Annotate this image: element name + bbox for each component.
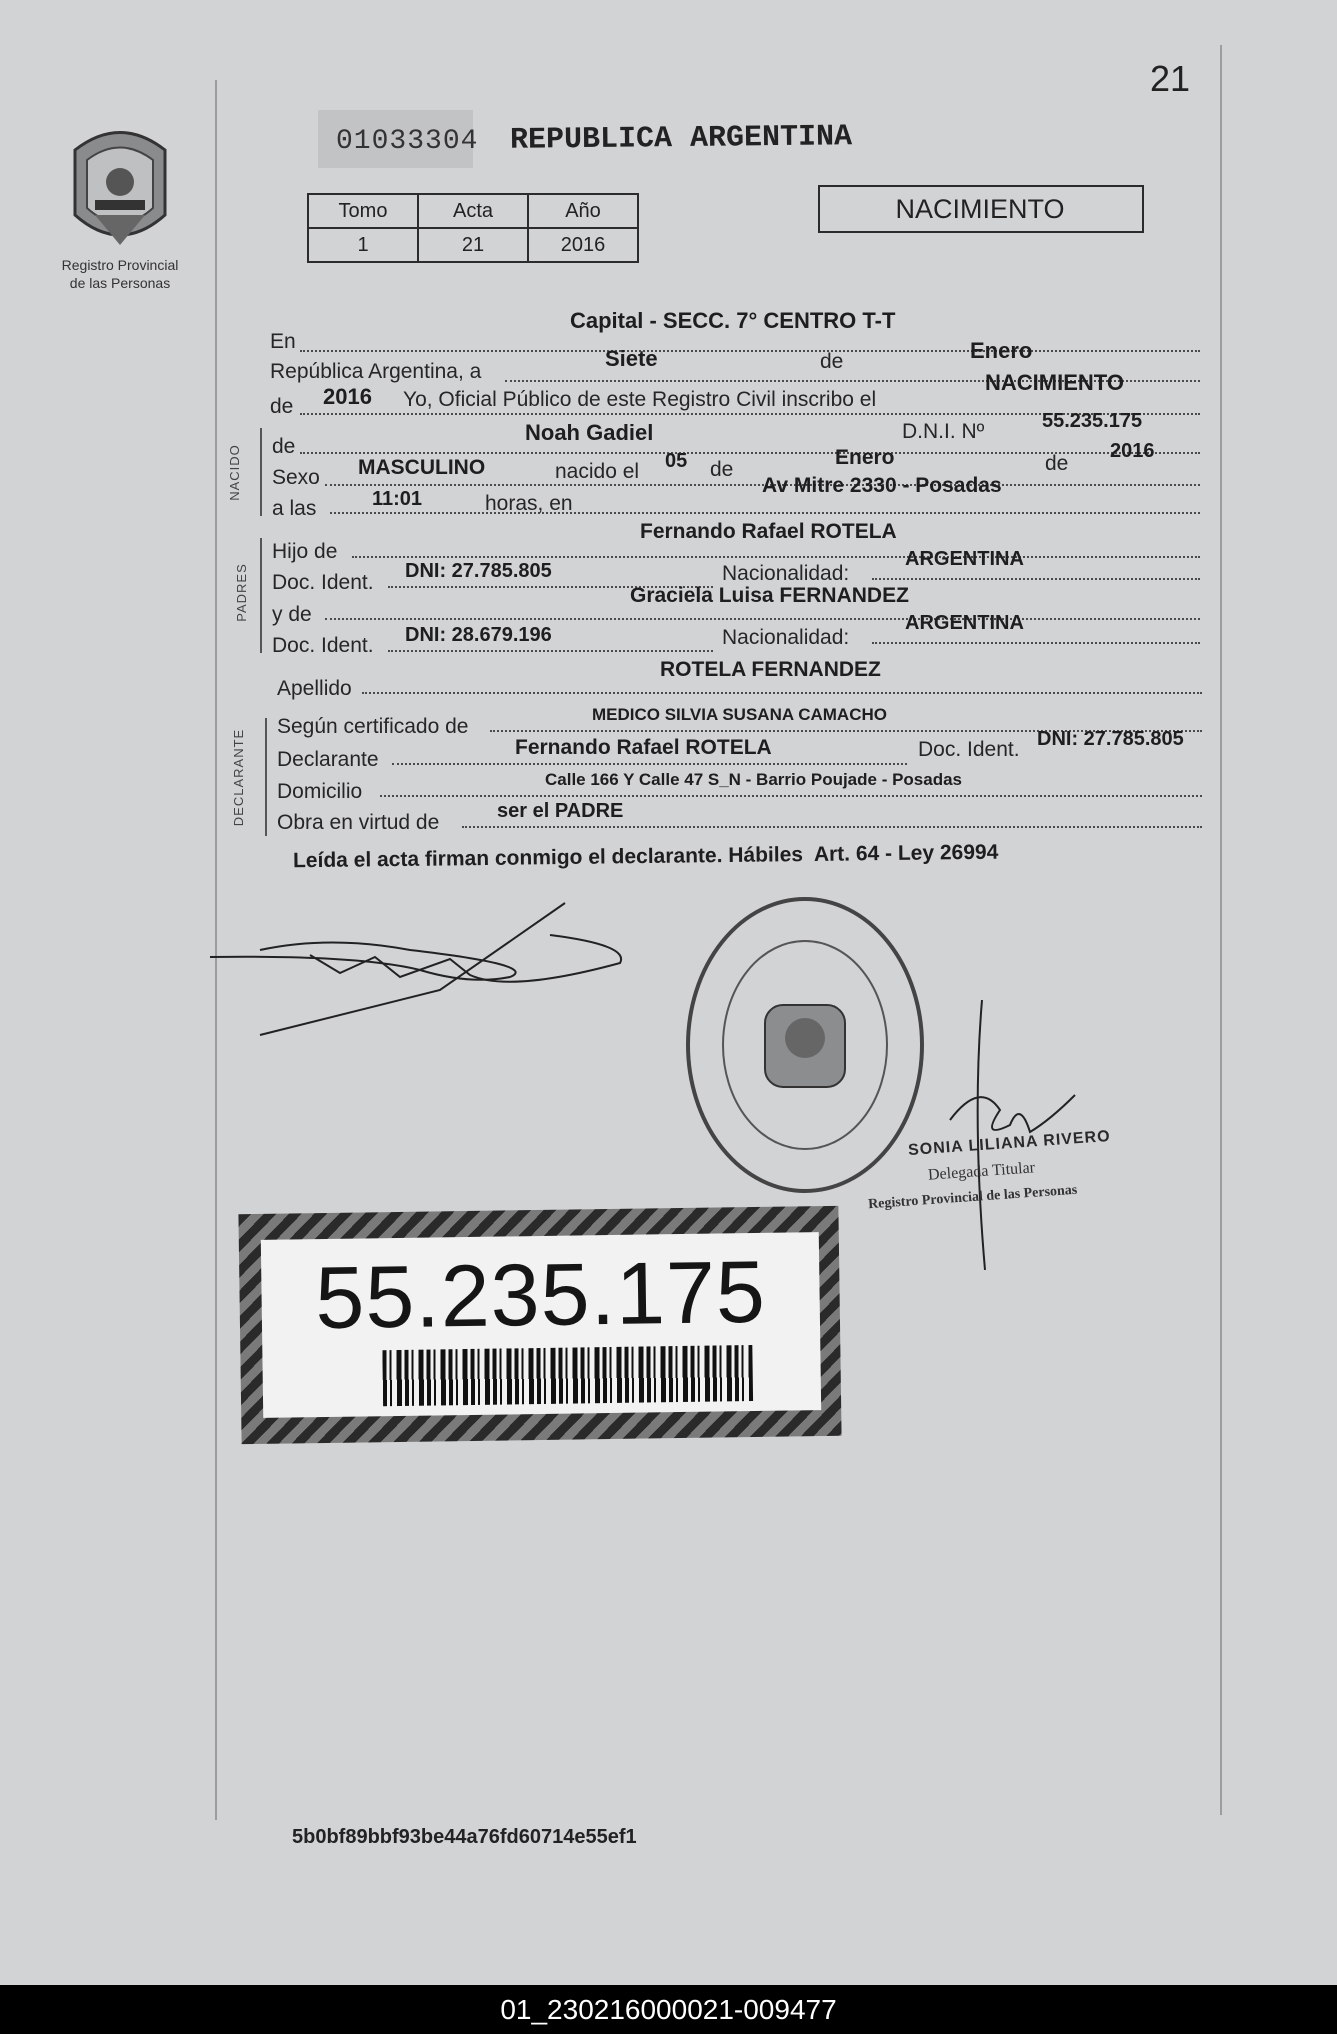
declarante-label: Declarante (277, 748, 379, 771)
certificado-label: Según certificado de (277, 715, 469, 738)
en-label: En (270, 330, 296, 353)
table-header-ano: Año (528, 194, 638, 228)
table-value-tomo: 1 (308, 228, 418, 262)
oficial-text: Yo, Oficial Público de este Registro Civil inscribo el (403, 388, 877, 411)
dotted-line (330, 512, 1200, 514)
dotted-line (872, 578, 1200, 580)
a-las-label: a las (272, 497, 317, 520)
footer-bar (0, 1985, 1337, 2034)
dotted-line (362, 692, 1202, 694)
table-value-ano: 2016 (528, 228, 638, 262)
hijo-de-label: Hijo de (272, 540, 338, 563)
official-name: SONIA LILIANA RIVERO (907, 1127, 1112, 1160)
horas-label: horas, en (485, 492, 573, 515)
registration-place: Capital - SECC. 7° CENTRO T-T (570, 308, 896, 333)
birth-month: Enero (835, 446, 895, 469)
birth-year: 2016 (1110, 440, 1155, 462)
section-label-padres: PADRES (233, 563, 249, 622)
dotted-line (872, 642, 1200, 644)
de-label: de (820, 350, 844, 373)
right-margin-line (1220, 45, 1222, 1815)
dotted-line (300, 350, 1200, 352)
official-seal-icon (683, 893, 928, 1198)
apellido-value: ROTELA FERNANDEZ (660, 658, 881, 681)
id-sticker-label-area (261, 1232, 821, 1418)
republica-label: República Argentina, a (270, 360, 482, 383)
document-hash: 5b0bf89bbf93be44a76fd60714e55ef1 (292, 1826, 637, 1848)
doc-ident-label: Doc. Ident. (918, 738, 1020, 761)
official-seal (683, 893, 928, 1198)
province-coat-of-arms-icon (55, 120, 185, 260)
nacido-de-label: de (272, 435, 296, 458)
apellido-label: Apellido (277, 677, 352, 700)
section-label-nacido: NACIDO (226, 444, 242, 501)
section-bracket (260, 538, 262, 653)
certificado-value: MEDICO SILVIA SUSANA CAMACHO (592, 705, 887, 724)
de-label: de (270, 395, 294, 418)
birth-day: 05 (665, 450, 688, 472)
y-de-label: y de (272, 603, 312, 626)
closing-statement: Leída el acta firman conmigo el declarante. Hábiles Art. 64 - Ley 26994 (292, 840, 999, 873)
inscription-type: NACIMIENTO (985, 370, 1124, 395)
domicilio-value: Calle 166 Y Calle 47 S_N - Barrio Poujade - Posadas (545, 770, 963, 789)
dotted-line (325, 618, 1200, 620)
child-dni: 55.235.175 (1042, 410, 1143, 432)
footer-code: 01_230216000021-009477 (500, 1994, 837, 2025)
birth-time: 11:01 (372, 488, 423, 510)
logo-caption-line-2: de las Personas (69, 275, 171, 291)
table-value-acta: 21 (418, 228, 528, 262)
nacionalidad-label: Nacionalidad: (722, 626, 850, 649)
table-header-tomo: Tomo (308, 194, 418, 228)
doc-ident-label: Doc. Ident. (272, 634, 374, 657)
section-label-declarante: DECLARANTE (231, 728, 247, 827)
de-label: de (1045, 452, 1069, 475)
declarant-signature (210, 895, 630, 1045)
section-bracket (265, 718, 267, 836)
father-name: Fernando Rafael ROTELA (640, 520, 897, 543)
month: Enero (970, 338, 1033, 363)
country-title: REPUBLICA ARGENTINA (509, 120, 853, 158)
logo-caption-line-1: Registro Provincial (61, 257, 179, 273)
table-header-acta: Acta (418, 194, 528, 228)
domicilio-label: Domicilio (277, 780, 363, 803)
nacido-el-label: nacido el (555, 460, 640, 483)
declarante-doc: DNI: 27.785.805 (1037, 728, 1184, 750)
year: 2016 (323, 384, 372, 409)
day-word: Siete (605, 346, 658, 371)
dotted-line (392, 763, 907, 765)
father-nationality: ARGENTINA (905, 548, 1024, 570)
barcode-icon (382, 1345, 753, 1406)
section-bracket (260, 428, 262, 516)
reference-table (307, 193, 639, 263)
sexo: MASCULINO (358, 456, 486, 479)
dotted-line (462, 826, 1202, 828)
birth-address: Av Mitre 2330 - Posadas (762, 474, 1002, 497)
obra-label: Obra en virtud de (277, 811, 440, 834)
id-number: 55.235.175 (314, 1241, 767, 1348)
de-label: de (710, 458, 734, 481)
official-title: Delegada Titular (927, 1159, 1036, 1184)
doc-ident-label: Doc. Ident. (272, 571, 374, 594)
child-name: Noah Gadiel (525, 420, 654, 445)
father-doc: DNI: 27.785.805 (405, 560, 552, 582)
dotted-line (352, 556, 1200, 558)
mother-doc: DNI: 28.679.196 (405, 624, 552, 646)
mother-name: Graciela Luisa FERNANDEZ (630, 584, 909, 607)
id-sticker (238, 1206, 841, 1444)
obra-value: ser el PADRE (497, 800, 624, 822)
dni-label: D.N.I. Nº (902, 420, 985, 443)
province-logo (55, 120, 185, 260)
dotted-line (388, 650, 713, 652)
official-office: Registro Provincial de las Personas (867, 1182, 1078, 1213)
mother-nationality: ARGENTINA (905, 612, 1024, 634)
act-type: NACIMIENTO (895, 194, 1065, 224)
page-number: 21 (1150, 58, 1191, 99)
dotted-line (380, 795, 1202, 797)
nacionalidad-label: Nacionalidad: (722, 562, 850, 585)
declarante-name: Fernando Rafael ROTELA (515, 736, 772, 759)
serial-number: 01033304 (336, 126, 479, 157)
sexo-label: Sexo (272, 466, 320, 489)
